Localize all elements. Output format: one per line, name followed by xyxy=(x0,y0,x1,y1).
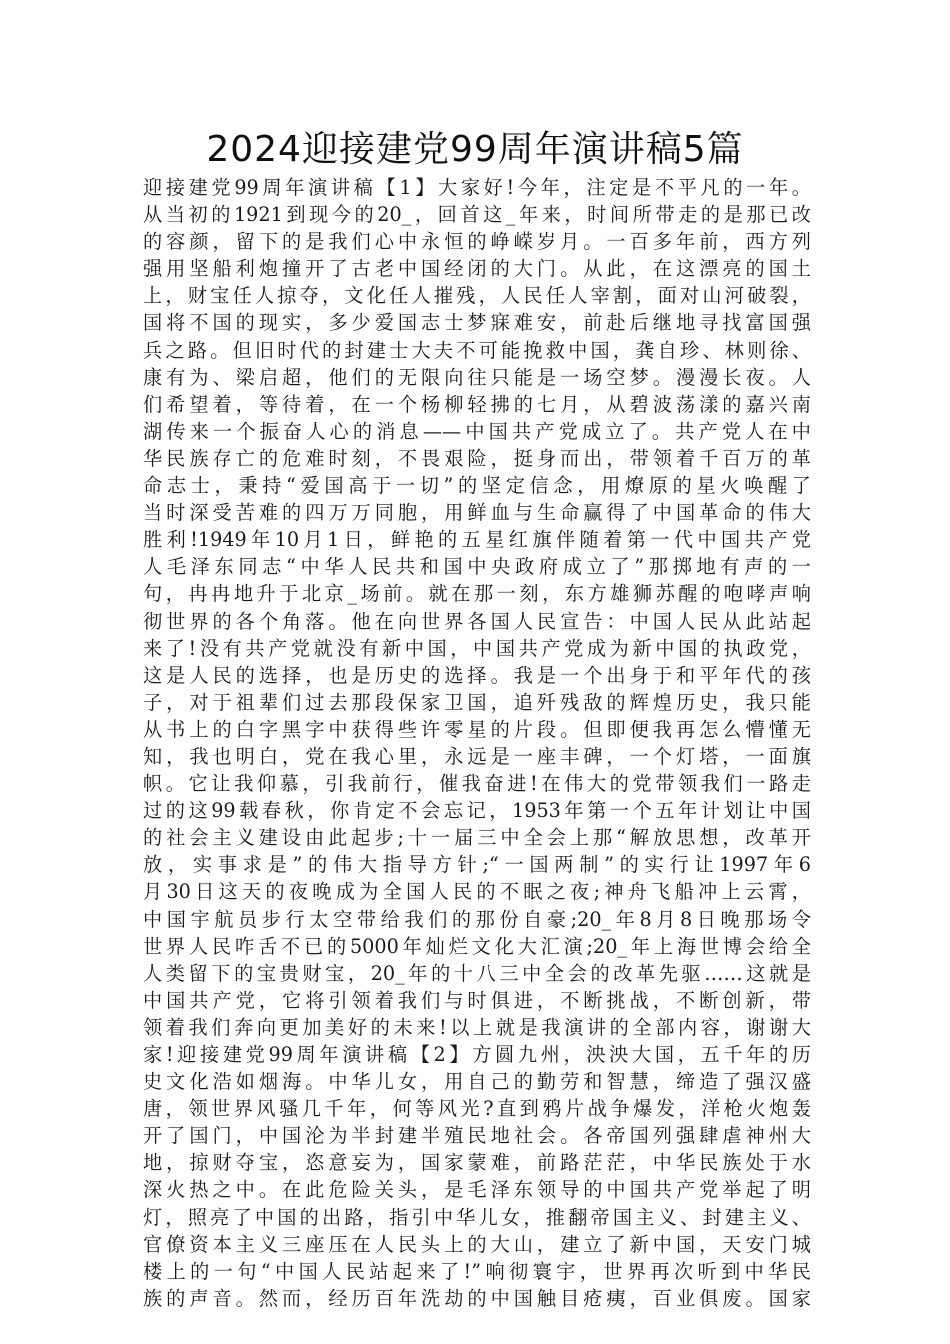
body-line: 开了国门，中国沦为半封建半殖民地社会。各帝国列强肆虐神州大 xyxy=(143,1124,811,1148)
body-line: 强用坚船利炮撞开了古老中国经闭的大门。从此，在这漂亮的国土 xyxy=(143,257,811,281)
body-line: 中国宇航员步行太空带给我们的那份自豪;20_年8月8日晚那场令 xyxy=(143,907,811,931)
body-line: 的容颜，留下的是我们心中永恒的峥嵘岁月。一百多年前，西方列 xyxy=(143,230,811,254)
body-line: 上，财宝任人掠夺，文化任人摧残，人民任人宰割，面对山河破裂， xyxy=(143,284,811,308)
body-line: 命志士，秉持“爱国高于一切”的坚定信念，用燎原的星火唤醒了 xyxy=(143,474,811,498)
body-line: 兵之路。但旧时代的封建士大夫不可能挽救中国，龚自珍、林则徐、 xyxy=(143,338,811,362)
body-line: 领着我们奔向更加美好的未来!以上就是我演讲的全部内容，谢谢大 xyxy=(143,1015,811,1039)
body-line: 族的声音。然而，经历百年洗劫的中国触目疮痍，百业俱废。国家 xyxy=(143,1286,811,1310)
body-line: 彻世界的各个角落。他在向世界各国人民宣告：中国人民从此站起 xyxy=(143,609,811,633)
document-body xyxy=(143,174,811,1312)
body-line: 灯，照亮了中国的出路，指引中华儿女，推翻帝国主义、封建主义、 xyxy=(143,1205,811,1229)
body-line: 的社会主义建设由此起步;十一届三中全会上那“解放思想，改革开 xyxy=(143,826,811,850)
body-line: 世界人民咋舌不已的5000年灿烂文化大汇演;20_年上海世博会给全 xyxy=(143,934,811,958)
body-line: 子，对于祖辈们过去那段保家卫国，追歼残敌的辉煌历史，我只能 xyxy=(143,690,811,714)
body-line: 当时深受苦难的四万万同胞，用鲜血与生命赢得了中国革命的伟大 xyxy=(143,501,811,525)
body-line: 帜。它让我仰慕，引我前行，催我奋进!在伟大的党带领我们一路走 xyxy=(143,772,811,796)
body-line: 知，我也明白，党在我心里，永远是一座丰碑，一个灯塔，一面旗 xyxy=(143,744,811,768)
body-line: 湖传来一个振奋人心的消息——中国共产党成立了。共产党人在中 xyxy=(143,419,811,443)
body-line: 华民族存亡的危难时刻，不畏艰险，挺身而出，带领着千百万的革 xyxy=(143,446,811,470)
body-line: 们希望着，等待着，在一个杨柳轻拂的七月，从碧波荡漾的嘉兴南 xyxy=(143,392,811,416)
body-line: 康有为、梁启超，他们的无限向往只能是一场空梦。漫漫长夜。人 xyxy=(143,365,811,389)
body-line: 唐，领世界风骚几千年，何等风光?直到鸦片战争爆发，洋枪火炮轰 xyxy=(143,1097,811,1121)
body-line: 来了!没有共产党就没有新中国，中国共产党成为新中国的执政党， xyxy=(143,636,811,660)
body-line: 句，冉冉地升于北京_场前。就在那一刻，东方雄狮苏醒的咆哮声响 xyxy=(143,582,811,606)
body-line: 月30日这天的夜晚成为全国人民的不眠之夜;神舟飞船冲上云霄， xyxy=(143,880,811,904)
body-line: 人类留下的宝贵财宝，20_年的十八三中全会的改革先驱……这就是 xyxy=(143,961,811,985)
body-line: 深火热之中。在此危险关头，是毛泽东领导的中国共产党举起了明 xyxy=(143,1178,811,1202)
body-line: 从当初的1921到现今的20_，回首这_年来，时间所带走的是那已改 xyxy=(143,203,811,227)
body-line: 这是人民的选择，也是历史的选择。我是一个出身于和平年代的孩 xyxy=(143,663,811,687)
body-line: 国将不国的现实，多少爱国志士梦寐难安，前赴后继地寻找富国强 xyxy=(143,311,811,335)
document-title: 2024迎接建党99周年演讲稿5篇 xyxy=(206,129,744,170)
body-line: 楼上的一句“中国人民站起来了!”响彻寰宇，世界再次听到中华民 xyxy=(143,1259,811,1283)
body-line: 放，实事求是”的伟大指导方针;“一国两制”的实行让1997年6 xyxy=(143,853,811,877)
body-line: 家!迎接建党99周年演讲稿【2】方圆九州，泱泱大国，五千年的历 xyxy=(143,1043,811,1066)
body-line: 迎接建党99周年演讲稿【1】大家好!今年，注定是不平凡的一年。 xyxy=(143,176,811,199)
body-line: 官僚资本主义三座压在人民头上的大山，建立了新中国，天安门城 xyxy=(143,1232,811,1256)
body-line: 中国共产党，它将引领着我们与时俱进，不断挑战，不断创新，带 xyxy=(143,988,811,1012)
body-line: 史文化浩如烟海。中华儿女，用自己的勤劳和智慧，缔造了强汉盛 xyxy=(143,1070,811,1094)
body-line: 地，掠财夺宝，恣意妄为，国家蒙难，前路茫茫，中华民族处于水 xyxy=(143,1151,811,1175)
body-line: 胜利!1949年10月1日，鲜艳的五星红旗伴随着第一代中国共产党 xyxy=(143,528,811,552)
body-line: 过的这99载春秋，你肯定不会忘记，1953年第一个五年计划让中国 xyxy=(143,799,811,823)
body-line: 从书上的白字黑字中获得些许零星的片段。但即便我再怎么懵懂无 xyxy=(143,717,811,741)
body-line: 人毛泽东同志“中华人民共和国中央政府成立了”那掷地有声的一 xyxy=(143,555,811,579)
